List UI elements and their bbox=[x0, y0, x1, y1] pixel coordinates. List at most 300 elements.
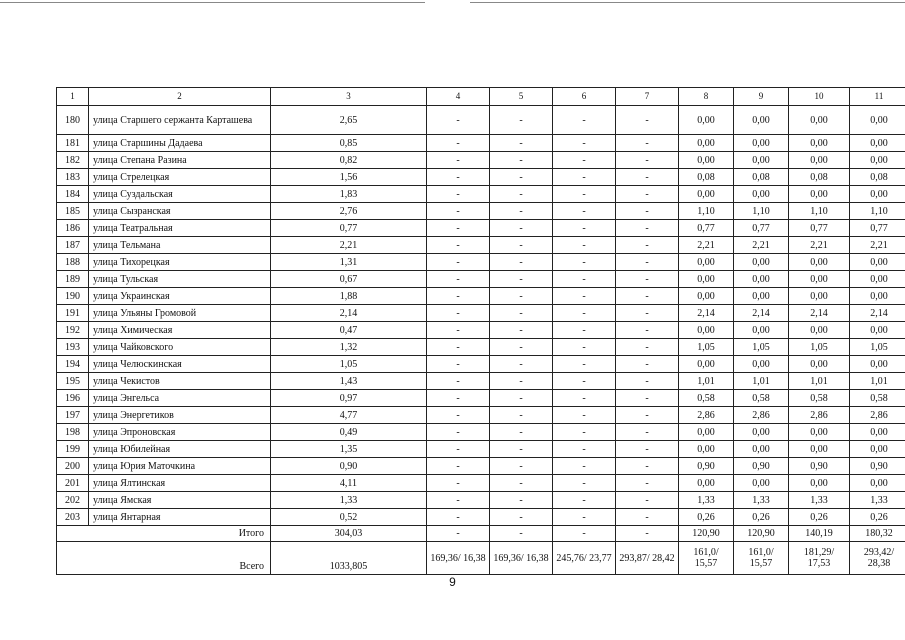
table-row bbox=[57, 152, 905, 169]
value-cell: - bbox=[616, 169, 679, 186]
value-cell: 0,00 bbox=[789, 475, 850, 492]
value-cell: 1,10 bbox=[734, 203, 789, 220]
table-row bbox=[57, 186, 905, 203]
value-cell: 2,21 bbox=[271, 237, 427, 254]
value-cell: - bbox=[616, 106, 679, 135]
value-cell: - bbox=[616, 509, 679, 526]
value-cell: - bbox=[553, 492, 616, 509]
vsego-cell: 161,0/ 15,57 bbox=[734, 542, 789, 575]
header-cell: 2 bbox=[89, 88, 271, 106]
value-cell: - bbox=[490, 390, 553, 407]
value-cell: - bbox=[427, 220, 490, 237]
street-name: улица Ямская bbox=[89, 492, 271, 509]
value-cell: - bbox=[490, 407, 553, 424]
value-cell: - bbox=[427, 509, 490, 526]
value-cell: 1,01 bbox=[850, 373, 905, 390]
value-cell: 0,77 bbox=[789, 220, 850, 237]
value-cell: - bbox=[427, 169, 490, 186]
value-cell: 2,65 bbox=[271, 106, 427, 135]
value-cell: - bbox=[553, 322, 616, 339]
value-cell: - bbox=[553, 305, 616, 322]
value-cell: - bbox=[553, 169, 616, 186]
value-cell: - bbox=[616, 424, 679, 441]
value-cell: 2,86 bbox=[850, 407, 905, 424]
table-row bbox=[57, 203, 905, 220]
value-cell: - bbox=[427, 458, 490, 475]
value-cell: 2,86 bbox=[679, 407, 734, 424]
value-cell: - bbox=[490, 339, 553, 356]
value-cell: 0,90 bbox=[679, 458, 734, 475]
street-name: улица Тихорецкая bbox=[89, 254, 271, 271]
value-cell: 0,00 bbox=[679, 254, 734, 271]
value-cell: - bbox=[490, 152, 553, 169]
street-name: улица Сызранская bbox=[89, 203, 271, 220]
street-name: улица Энергетиков bbox=[89, 407, 271, 424]
value-cell: - bbox=[427, 373, 490, 390]
header-cell: 10 bbox=[789, 88, 850, 106]
value-cell: - bbox=[616, 152, 679, 169]
value-cell: - bbox=[616, 373, 679, 390]
table-row bbox=[57, 135, 905, 152]
value-cell: 4,11 bbox=[271, 475, 427, 492]
value-cell: 2,14 bbox=[734, 305, 789, 322]
value-cell: - bbox=[490, 203, 553, 220]
value-cell: 0,00 bbox=[789, 152, 850, 169]
value-cell: 2,86 bbox=[789, 407, 850, 424]
value-cell: - bbox=[427, 356, 490, 373]
value-cell: - bbox=[553, 390, 616, 407]
value-cell: 0,90 bbox=[734, 458, 789, 475]
value-cell: - bbox=[553, 271, 616, 288]
value-cell: 2,14 bbox=[789, 305, 850, 322]
value-cell: - bbox=[490, 106, 553, 135]
value-cell: - bbox=[427, 322, 490, 339]
row-number: 190 bbox=[57, 288, 89, 305]
itogo-cell: 120,90 bbox=[734, 526, 789, 542]
value-cell: - bbox=[427, 475, 490, 492]
value-cell: 0,26 bbox=[734, 509, 789, 526]
table-row bbox=[57, 424, 905, 441]
value-cell: - bbox=[490, 322, 553, 339]
street-name: улица Старшего сержанта Карташева bbox=[89, 106, 271, 135]
header-cell: 5 bbox=[490, 88, 553, 106]
street-name: улица Челюскинская bbox=[89, 356, 271, 373]
value-cell: - bbox=[427, 271, 490, 288]
value-cell: - bbox=[553, 237, 616, 254]
value-cell: - bbox=[616, 220, 679, 237]
value-cell: 0,00 bbox=[734, 135, 789, 152]
value-cell: 1,32 bbox=[271, 339, 427, 356]
row-number: 195 bbox=[57, 373, 89, 390]
value-cell: 0,67 bbox=[271, 271, 427, 288]
value-cell: - bbox=[490, 356, 553, 373]
value-cell: - bbox=[427, 339, 490, 356]
value-cell: - bbox=[427, 106, 490, 135]
row-number: 197 bbox=[57, 407, 89, 424]
value-cell: - bbox=[616, 305, 679, 322]
row-number: 194 bbox=[57, 356, 89, 373]
value-cell: - bbox=[490, 373, 553, 390]
value-cell: 0,00 bbox=[679, 186, 734, 203]
value-cell: 0,00 bbox=[679, 152, 734, 169]
value-cell: 0,90 bbox=[850, 458, 905, 475]
value-cell: 1,31 bbox=[271, 254, 427, 271]
street-name: улица Тельмана bbox=[89, 237, 271, 254]
value-cell: 0,00 bbox=[679, 288, 734, 305]
value-cell: 0,85 bbox=[271, 135, 427, 152]
value-cell: 2,14 bbox=[679, 305, 734, 322]
value-cell: 0,00 bbox=[679, 475, 734, 492]
value-cell: 1,10 bbox=[789, 203, 850, 220]
value-cell: 0,00 bbox=[789, 441, 850, 458]
table-row bbox=[57, 271, 905, 288]
value-cell: 0,00 bbox=[789, 288, 850, 305]
street-name: улица Старшины Дадаева bbox=[89, 135, 271, 152]
header-cell: 9 bbox=[734, 88, 789, 106]
itogo-row bbox=[57, 526, 905, 542]
value-cell: 1,01 bbox=[679, 373, 734, 390]
value-cell: - bbox=[616, 135, 679, 152]
value-cell: 0,90 bbox=[271, 458, 427, 475]
row-number: 186 bbox=[57, 220, 89, 237]
value-cell: - bbox=[616, 322, 679, 339]
value-cell: - bbox=[616, 288, 679, 305]
value-cell: 0,08 bbox=[789, 169, 850, 186]
value-cell: - bbox=[490, 441, 553, 458]
value-cell: - bbox=[553, 152, 616, 169]
value-cell: - bbox=[616, 186, 679, 203]
header-cell: 11 bbox=[850, 88, 905, 106]
header-cell: 7 bbox=[616, 88, 679, 106]
value-cell: 2,76 bbox=[271, 203, 427, 220]
value-cell: - bbox=[490, 169, 553, 186]
value-cell: - bbox=[553, 203, 616, 220]
value-cell: - bbox=[427, 424, 490, 441]
row-number: 202 bbox=[57, 492, 89, 509]
value-cell: 1,35 bbox=[271, 441, 427, 458]
itogo-cell: - bbox=[553, 526, 616, 542]
table-row bbox=[57, 492, 905, 509]
table-row bbox=[57, 220, 905, 237]
value-cell: - bbox=[490, 305, 553, 322]
value-cell: - bbox=[490, 475, 553, 492]
value-cell: - bbox=[490, 186, 553, 203]
value-cell: 0,00 bbox=[789, 135, 850, 152]
value-cell: - bbox=[427, 288, 490, 305]
value-cell: - bbox=[427, 186, 490, 203]
value-cell: 0,00 bbox=[734, 288, 789, 305]
row-number: 185 bbox=[57, 203, 89, 220]
street-name: улица Ульяны Громовой bbox=[89, 305, 271, 322]
value-cell: 0,00 bbox=[789, 254, 850, 271]
row-number: 192 bbox=[57, 322, 89, 339]
value-cell: 0,00 bbox=[789, 322, 850, 339]
value-cell: 0,00 bbox=[850, 135, 905, 152]
value-cell: - bbox=[427, 492, 490, 509]
table-row bbox=[57, 339, 905, 356]
value-cell: 0,26 bbox=[850, 509, 905, 526]
value-cell: 0,00 bbox=[734, 106, 789, 135]
scan-top-rule-right bbox=[470, 2, 905, 3]
street-name: улица Химическая bbox=[89, 322, 271, 339]
value-cell: 0,26 bbox=[789, 509, 850, 526]
vsego-cell: 181,29/ 17,53 bbox=[789, 542, 850, 575]
table-row bbox=[57, 106, 905, 135]
street-name: улица Юбилейная bbox=[89, 441, 271, 458]
value-cell: 0,77 bbox=[734, 220, 789, 237]
value-cell: - bbox=[553, 288, 616, 305]
itogo-label: Итого bbox=[57, 526, 271, 542]
value-cell: - bbox=[616, 254, 679, 271]
value-cell: 0,00 bbox=[789, 424, 850, 441]
table-row bbox=[57, 169, 905, 186]
value-cell: 1,43 bbox=[271, 373, 427, 390]
row-number: 188 bbox=[57, 254, 89, 271]
row-number: 198 bbox=[57, 424, 89, 441]
value-cell: 0,26 bbox=[679, 509, 734, 526]
value-cell: 0,00 bbox=[850, 441, 905, 458]
value-cell: 0,00 bbox=[734, 424, 789, 441]
header-cell: 3 bbox=[271, 88, 427, 106]
table-row bbox=[57, 475, 905, 492]
value-cell: - bbox=[490, 288, 553, 305]
street-name: улица Юрия Маточкина bbox=[89, 458, 271, 475]
value-cell: 0,00 bbox=[734, 356, 789, 373]
value-cell: 1,33 bbox=[734, 492, 789, 509]
value-cell: 0,08 bbox=[850, 169, 905, 186]
value-cell: 0,00 bbox=[850, 322, 905, 339]
street-name: улица Эпроновская bbox=[89, 424, 271, 441]
value-cell: 0,90 bbox=[789, 458, 850, 475]
value-cell: - bbox=[427, 407, 490, 424]
value-cell: - bbox=[616, 390, 679, 407]
row-number: 201 bbox=[57, 475, 89, 492]
value-cell: 1,33 bbox=[679, 492, 734, 509]
value-cell: - bbox=[616, 492, 679, 509]
value-cell: 0,00 bbox=[679, 271, 734, 288]
vsego-cell: 293,42/ 28,38 bbox=[850, 542, 905, 575]
value-cell: 0,97 bbox=[271, 390, 427, 407]
row-number: 193 bbox=[57, 339, 89, 356]
value-cell: - bbox=[490, 424, 553, 441]
value-cell: 0,00 bbox=[734, 152, 789, 169]
value-cell: 0,08 bbox=[679, 169, 734, 186]
value-cell: 0,00 bbox=[850, 356, 905, 373]
itogo-cell: 120,90 bbox=[679, 526, 734, 542]
value-cell: - bbox=[616, 407, 679, 424]
value-cell: - bbox=[553, 254, 616, 271]
table-row bbox=[57, 322, 905, 339]
value-cell: - bbox=[490, 509, 553, 526]
row-number: 200 bbox=[57, 458, 89, 475]
value-cell: 0,58 bbox=[734, 390, 789, 407]
value-cell: 0,52 bbox=[271, 509, 427, 526]
itogo-cell: - bbox=[427, 526, 490, 542]
value-cell: 0,00 bbox=[679, 441, 734, 458]
street-name: улица Энгельса bbox=[89, 390, 271, 407]
row-number: 189 bbox=[57, 271, 89, 288]
table-row bbox=[57, 373, 905, 390]
itogo-cell: - bbox=[616, 526, 679, 542]
value-cell: 2,21 bbox=[734, 237, 789, 254]
value-cell: 2,86 bbox=[734, 407, 789, 424]
value-cell: 0,00 bbox=[679, 424, 734, 441]
header-cell: 1 bbox=[57, 88, 89, 106]
vsego-cell: 1033,805 bbox=[271, 542, 427, 575]
vsego-cell: 245,76/ 23,77 bbox=[553, 542, 616, 575]
value-cell: 0,58 bbox=[679, 390, 734, 407]
street-name: улица Степана Разина bbox=[89, 152, 271, 169]
value-cell: - bbox=[616, 356, 679, 373]
value-cell: - bbox=[427, 441, 490, 458]
value-cell: - bbox=[616, 203, 679, 220]
value-cell: 2,21 bbox=[789, 237, 850, 254]
value-cell: - bbox=[553, 356, 616, 373]
street-name: улица Театральная bbox=[89, 220, 271, 237]
vsego-cell: 293,87/ 28,42 bbox=[616, 542, 679, 575]
value-cell: - bbox=[553, 509, 616, 526]
value-cell: - bbox=[553, 135, 616, 152]
value-cell: 0,08 bbox=[734, 169, 789, 186]
row-number: 180 bbox=[57, 106, 89, 135]
value-cell: 1,33 bbox=[789, 492, 850, 509]
itogo-cell: 140,19 bbox=[789, 526, 850, 542]
itogo-cell: 304,03 bbox=[271, 526, 427, 542]
header-cell: 4 bbox=[427, 88, 490, 106]
value-cell: 0,00 bbox=[850, 106, 905, 135]
value-cell: 0,00 bbox=[850, 424, 905, 441]
value-cell: 0,00 bbox=[734, 441, 789, 458]
value-cell: - bbox=[553, 106, 616, 135]
value-cell: 1,33 bbox=[850, 492, 905, 509]
value-cell: 1,05 bbox=[734, 339, 789, 356]
header-cell: 8 bbox=[679, 88, 734, 106]
value-cell: 0,77 bbox=[271, 220, 427, 237]
header-cell: 6 bbox=[553, 88, 616, 106]
value-cell: - bbox=[616, 237, 679, 254]
value-cell: 0,00 bbox=[679, 135, 734, 152]
itogo-cell: 180,32 bbox=[850, 526, 905, 542]
value-cell: 1,01 bbox=[789, 373, 850, 390]
streets-table bbox=[56, 87, 905, 575]
table-row bbox=[57, 407, 905, 424]
value-cell: - bbox=[553, 475, 616, 492]
value-cell: 0,00 bbox=[734, 271, 789, 288]
page-number: 9 bbox=[449, 575, 456, 589]
table-row bbox=[57, 254, 905, 271]
value-cell: 0,47 bbox=[271, 322, 427, 339]
value-cell: - bbox=[427, 254, 490, 271]
street-name: улица Чайковского bbox=[89, 339, 271, 356]
value-cell: - bbox=[553, 458, 616, 475]
value-cell: 1,05 bbox=[789, 339, 850, 356]
row-number: 184 bbox=[57, 186, 89, 203]
value-cell: 0,00 bbox=[850, 152, 905, 169]
value-cell: - bbox=[427, 390, 490, 407]
value-cell: - bbox=[427, 152, 490, 169]
value-cell: 2,21 bbox=[850, 237, 905, 254]
value-cell: 1,05 bbox=[850, 339, 905, 356]
value-cell: 0,00 bbox=[789, 271, 850, 288]
value-cell: - bbox=[616, 475, 679, 492]
table-row bbox=[57, 305, 905, 322]
table-row bbox=[57, 509, 905, 526]
value-cell: 0,77 bbox=[679, 220, 734, 237]
table-row bbox=[57, 458, 905, 475]
table-row bbox=[57, 441, 905, 458]
row-number: 196 bbox=[57, 390, 89, 407]
row-number: 199 bbox=[57, 441, 89, 458]
value-cell: 1,05 bbox=[271, 356, 427, 373]
row-number: 191 bbox=[57, 305, 89, 322]
value-cell: - bbox=[553, 424, 616, 441]
row-number: 183 bbox=[57, 169, 89, 186]
value-cell: 2,14 bbox=[271, 305, 427, 322]
row-number: 203 bbox=[57, 509, 89, 526]
value-cell: 0,00 bbox=[789, 356, 850, 373]
value-cell: 0,58 bbox=[789, 390, 850, 407]
value-cell: - bbox=[553, 373, 616, 390]
value-cell: - bbox=[616, 458, 679, 475]
value-cell: 1,05 bbox=[679, 339, 734, 356]
street-name: улица Ялтинская bbox=[89, 475, 271, 492]
value-cell: 1,10 bbox=[850, 203, 905, 220]
value-cell: 0,82 bbox=[271, 152, 427, 169]
street-name: улица Суздальская bbox=[89, 186, 271, 203]
header-row bbox=[57, 88, 905, 106]
value-cell: 0,00 bbox=[734, 186, 789, 203]
street-name: улица Украинская bbox=[89, 288, 271, 305]
value-cell: 1,83 bbox=[271, 186, 427, 203]
value-cell: - bbox=[427, 135, 490, 152]
value-cell: - bbox=[490, 220, 553, 237]
value-cell: - bbox=[490, 458, 553, 475]
value-cell: 0,00 bbox=[850, 475, 905, 492]
value-cell: 1,88 bbox=[271, 288, 427, 305]
value-cell: 0,00 bbox=[679, 322, 734, 339]
value-cell: 2,14 bbox=[850, 305, 905, 322]
table-row bbox=[57, 356, 905, 373]
value-cell: 1,01 bbox=[734, 373, 789, 390]
vsego-cell: 169,36/ 16,38 bbox=[490, 542, 553, 575]
scan-top-rule-left bbox=[0, 2, 425, 3]
value-cell: - bbox=[490, 135, 553, 152]
value-cell: 0,00 bbox=[850, 288, 905, 305]
value-cell: - bbox=[490, 237, 553, 254]
value-cell: - bbox=[490, 254, 553, 271]
value-cell: 4,77 bbox=[271, 407, 427, 424]
value-cell: 0,00 bbox=[734, 322, 789, 339]
value-cell: - bbox=[616, 271, 679, 288]
street-name: улица Тульская bbox=[89, 271, 271, 288]
row-number: 181 bbox=[57, 135, 89, 152]
value-cell: 0,00 bbox=[734, 475, 789, 492]
value-cell: 0,49 bbox=[271, 424, 427, 441]
value-cell: 2,21 bbox=[679, 237, 734, 254]
street-name: улица Янтарная bbox=[89, 509, 271, 526]
value-cell: 0,00 bbox=[850, 271, 905, 288]
value-cell: 1,10 bbox=[679, 203, 734, 220]
value-cell: - bbox=[427, 305, 490, 322]
value-cell: 1,56 bbox=[271, 169, 427, 186]
table-row bbox=[57, 237, 905, 254]
row-number: 182 bbox=[57, 152, 89, 169]
value-cell: - bbox=[490, 271, 553, 288]
row-number: 187 bbox=[57, 237, 89, 254]
vsego-cell: 161,0/ 15,57 bbox=[679, 542, 734, 575]
value-cell: - bbox=[553, 407, 616, 424]
itogo-cell: - bbox=[490, 526, 553, 542]
